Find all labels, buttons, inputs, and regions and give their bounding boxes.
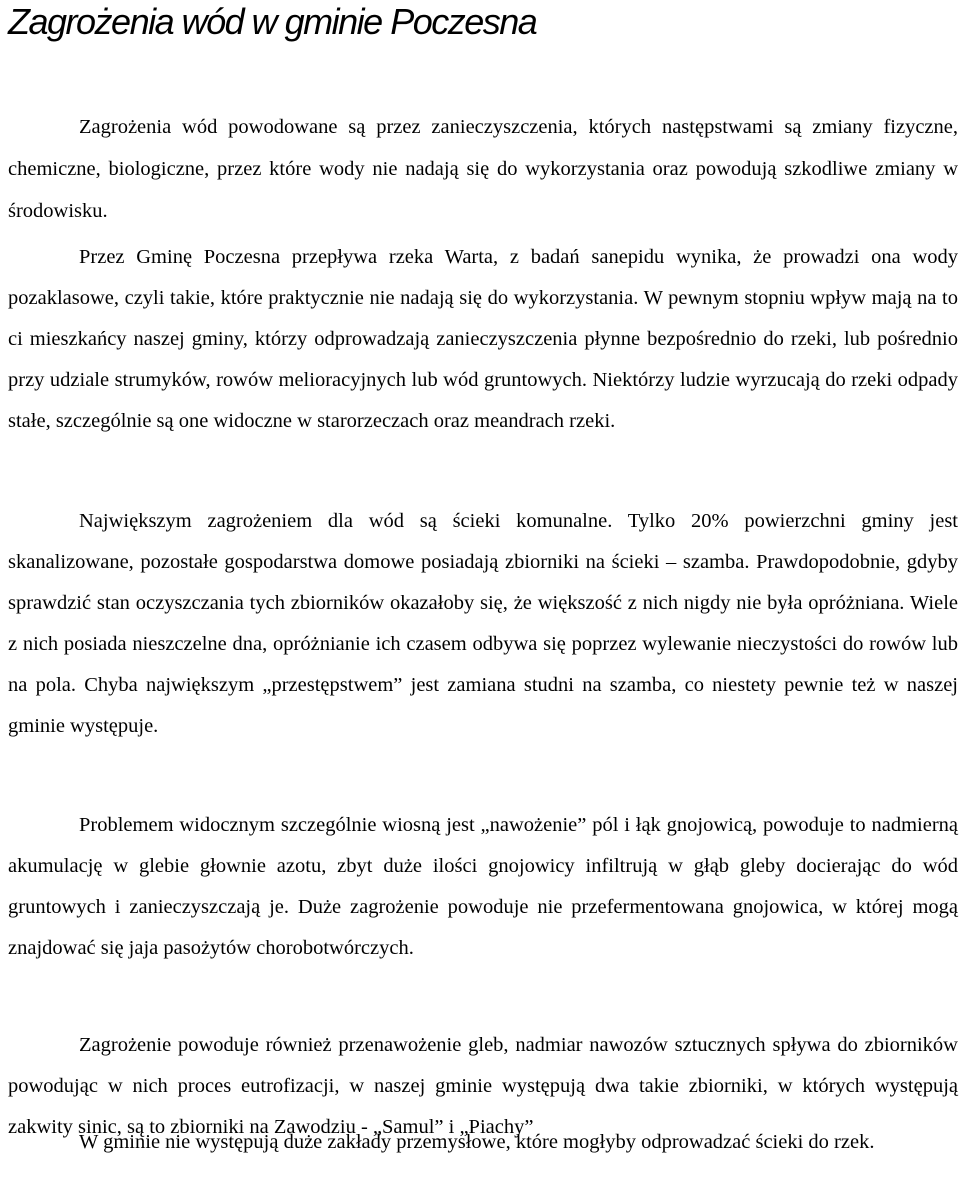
paragraph-2-block	[8, 237, 958, 442]
paragraph-5: Zagrożenie powoduje również przenawożenie gleb, nadmiar nawozów sztucznych spływa do zbiorników powodując w nich proces eutrofizacji, w naszej gminie występują dwa takie zbiorniki, w których występują zakwity sinic, są to zbiorniki na Zawodziu - „Samul” i „Piachy”	[8, 1034, 958, 1138]
paragraph-4-block	[8, 805, 958, 969]
paragraph-3: Największym zagrożeniem dla wód są ścieki komunalne. Tylko 20% powierzchni gminy jest skanalizowane, pozostałe gospodarstwa domowe posiadają zbiorniki na ścieki – szamba. Prawdopodobnie, gdyby sprawdzić stan oczyszczania tych zbiorników okazałoby się, że większość z nich nigdy nie była opróżniana. Wiele z nich posiada nieszczelne dna, opróżnianie ich czasem odbywa się poprzez wylewanie nieczystości do rowów lub na pola. Chyba największym „przestępstwem” jest zamiana studni na szamba, co niestety pewnie też w naszej gminie występuje.	[8, 510, 958, 737]
paragraph-6: W gminie nie występują duże zakłady przemysłowe, które mogłyby odprowadzać ścieki do rzek.	[79, 1131, 875, 1153]
paragraph-3-block	[8, 501, 958, 747]
paragraph-6-block	[8, 1119, 958, 1165]
document-title: Zagrożenia wód w gminie Poczesna	[8, 1, 537, 42]
paragraph-1: Zagrożenia wód powodowane są przez zanieczyszczenia, których następstwami są zmiany fizyczne, chemiczne, biologiczne, przez które wody nie nadają się do wykorzystania oraz powodują szkodliwe zmiany w środowisku.	[8, 116, 958, 222]
paragraph-2: Przez Gminę Poczesna przepływa rzeka Warta, z badań sanepidu wynika, że prowadzi ona wody pozaklasowe, czyli takie, które praktycznie nie nadają się do wykorzystania. W pewnym stopniu wpływ mają na to ci mieszkańcy naszej gminy, którzy odprowadzają zanieczyszczenia płynne bezpośrednio do rzeki, lub pośrednio przy udziale strumyków, rowów melioracyjnych lub wód gruntowych. Niektórzy ludzie wyrzucają do rzeki odpady stałe, szczególnie są one widoczne w starorzeczach oraz meandrach rzeki.	[8, 246, 958, 432]
paragraph-4: Problemem widocznym szczególnie wiosną jest „nawożenie” pól i łąk gnojowicą, powoduje to nadmierną akumulację w glebie głownie azotu, zbyt duże ilości gnojowicy infiltrują w głąb gleby docierając do wód gruntowych i zanieczyszczają je. Duże zagrożenie powoduje nie przefermentowana gnojowica, w której mogą znajdować się jaja pasożytów chorobotwórczych.	[8, 814, 958, 959]
paragraph-1-block	[8, 106, 958, 232]
